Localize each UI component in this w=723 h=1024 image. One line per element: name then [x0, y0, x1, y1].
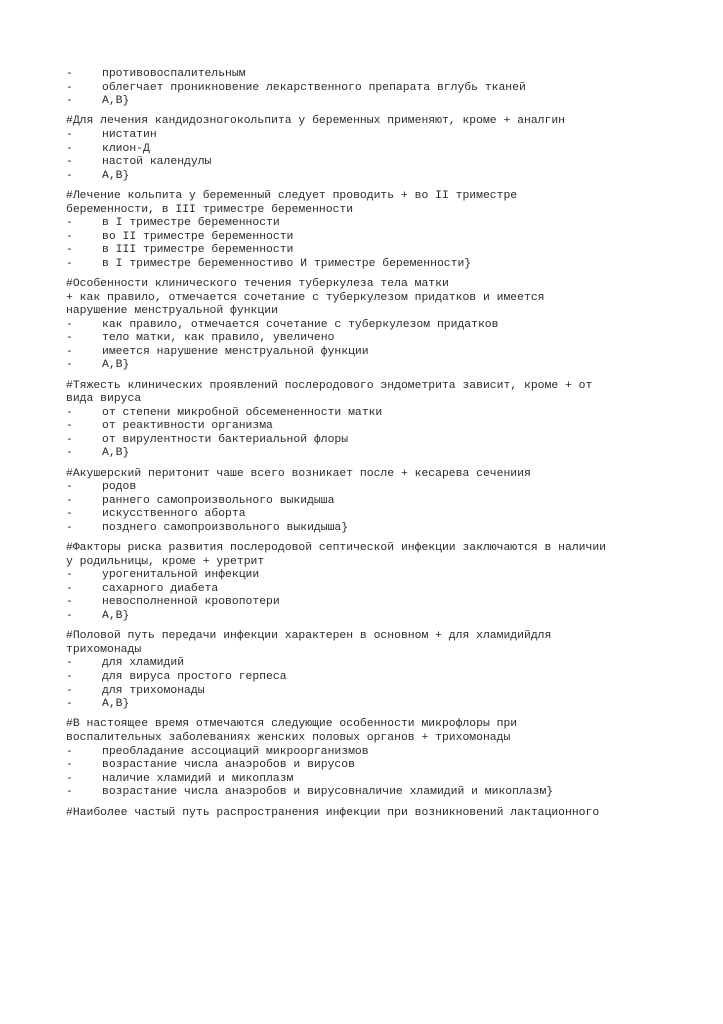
- answer-option-text: для трихомонады: [102, 684, 205, 697]
- answer-option: [66, 596, 686, 610]
- list-dash: -: [66, 508, 73, 521]
- answer-option-text: А,В}: [102, 610, 130, 623]
- list-dash: -: [66, 786, 73, 799]
- answer-option-text: А,В}: [102, 698, 130, 711]
- answer-option: [66, 82, 686, 96]
- list-dash: -: [66, 217, 73, 230]
- question-block: [66, 190, 686, 271]
- answer-option: [66, 610, 686, 624]
- list-dash: -: [66, 698, 73, 711]
- block-gap: [66, 183, 686, 190]
- block-gap: [66, 373, 686, 380]
- answer-option-text: раннего самопроизвольного выкидыша: [102, 494, 335, 507]
- answer-option: [66, 346, 686, 360]
- answer-option-text: А,В}: [102, 447, 130, 460]
- question-block: [66, 278, 686, 373]
- answer-option-text: нистатин: [102, 128, 157, 141]
- answer-option: [66, 258, 686, 272]
- question-block: [66, 630, 686, 711]
- question-block: [66, 468, 686, 536]
- answer-option: [66, 319, 686, 333]
- answer-option-text: возрастание числа анаэробов и вирусов: [102, 759, 355, 772]
- question-text-continued: вида вируса: [66, 393, 142, 406]
- answer-option: [66, 746, 686, 760]
- list-dash: -: [66, 569, 73, 582]
- answer-option-text: для хламидий: [102, 657, 185, 670]
- question-text-continued: у родильницы, кроме + уретрит: [66, 555, 265, 568]
- answer-option: [66, 657, 686, 671]
- answer-option-text: тело матки, как правило, увеличено: [102, 332, 335, 345]
- question-text-continued: воспалительных заболеваниях женских половых органов + трихомонады: [66, 731, 511, 744]
- answer-option: [66, 244, 686, 258]
- question-text-continued: беременности, в III триместре беременности: [66, 203, 354, 216]
- list-dash: -: [66, 142, 73, 155]
- question-block: [66, 68, 686, 109]
- list-dash: -: [66, 230, 73, 243]
- answer-option: [66, 95, 686, 109]
- answer-option-text: во II триместре беременности: [102, 230, 294, 243]
- answer-option-text: А,В}: [102, 359, 130, 372]
- answer-option-text: А,В}: [102, 95, 130, 108]
- answer-option-text: от вирулентности бактериальной флоры: [102, 433, 349, 446]
- list-dash: -: [66, 596, 73, 609]
- answer-option: [66, 522, 686, 536]
- answer-option-text: от реактивности организма: [102, 420, 273, 433]
- answer-option: [66, 698, 686, 712]
- block-gap: [66, 800, 686, 807]
- list-dash: -: [66, 610, 73, 623]
- answer-option: [66, 332, 686, 346]
- list-dash: -: [66, 772, 73, 785]
- answer-option: [66, 671, 686, 685]
- answer-option-text: в III триместре беременности: [102, 244, 294, 257]
- list-dash: -: [66, 433, 73, 446]
- list-dash: -: [66, 332, 73, 345]
- list-dash: -: [66, 345, 73, 358]
- answer-option-text: имеется нарушение менструальной функции: [102, 345, 369, 358]
- answer-option-text: клион-Д: [102, 142, 150, 155]
- answer-option: [66, 495, 686, 509]
- list-dash: -: [66, 128, 73, 141]
- list-dash: -: [66, 318, 73, 331]
- question-text: #Факторы риска развития послеродовой септической инфекции заключаются в наличии: [66, 542, 607, 555]
- answer-option-text: возрастание числа анаэробов и вирусовналичие хламидий и микоплазм}: [102, 786, 554, 799]
- answer-option: [66, 420, 686, 434]
- list-dash: -: [66, 745, 73, 758]
- answer-option: [66, 231, 686, 245]
- answer-option-text: преобладание ассоциаций микроорганизмов: [102, 745, 369, 758]
- block-gap: [66, 461, 686, 468]
- answer-option: [66, 68, 686, 82]
- list-dash: -: [66, 169, 73, 182]
- answer-option: [66, 156, 686, 170]
- answer-option: [66, 786, 686, 800]
- answer-option: [66, 407, 686, 421]
- list-dash: -: [66, 68, 73, 80]
- answer-option: [66, 359, 686, 373]
- answer-option-text: позднего самопроизвольного выкидыша}: [102, 521, 349, 534]
- answer-option: [66, 508, 686, 522]
- question-block: [66, 542, 686, 623]
- answer-option: [66, 447, 686, 461]
- question-text: #Особенности клинического течения туберкулеза тела матки: [66, 278, 449, 291]
- answer-option: [66, 759, 686, 773]
- list-dash: -: [66, 447, 73, 460]
- list-dash: -: [66, 95, 73, 108]
- list-dash: -: [66, 359, 73, 372]
- list-dash: -: [66, 244, 73, 257]
- answer-option: [66, 569, 686, 583]
- list-dash: -: [66, 81, 73, 94]
- list-dash: -: [66, 521, 73, 534]
- answer-option: [66, 434, 686, 448]
- answer-option-text: А,В}: [102, 169, 130, 182]
- question-text: #Тяжесть клинических проявлений послеродового эндометрита зависит, кроме + от: [66, 379, 593, 392]
- answer-option-text: урогенитальной инфекции: [102, 569, 260, 582]
- answer-option: [66, 583, 686, 597]
- list-dash: -: [66, 420, 73, 433]
- answer-option-text: облегчает проникновение лекарственного препарата вглубь тканей: [102, 81, 526, 94]
- question-text-continued: трихомонады: [66, 643, 142, 656]
- answer-option-text: в I триместре беременностиво И триместре беременности}: [102, 257, 472, 270]
- document-page: [66, 68, 686, 820]
- question-block: [66, 807, 686, 821]
- answer-option-text: невосполненной кровопотери: [102, 596, 280, 609]
- answer-option: [66, 217, 686, 231]
- question-text: #Половой путь передачи инфекции характерен в основном + для хламидийдля: [66, 630, 552, 643]
- answer-option-text: как правило, отмечается сочетание с туберкулезом придатков: [102, 318, 499, 331]
- list-dash: -: [66, 481, 73, 494]
- answer-option-text: настой календулы: [102, 156, 212, 169]
- answer-option-text: в I триместре беременности: [102, 217, 280, 230]
- answer-option-text: сахарного диабета: [102, 582, 219, 595]
- question-block: [66, 718, 686, 799]
- answer-option-text: от степени микробной обсемененности матки: [102, 406, 383, 419]
- question-text-continued: нарушение менструальной функции: [66, 305, 278, 318]
- list-dash: -: [66, 257, 73, 270]
- list-dash: -: [66, 156, 73, 169]
- question-block: [66, 380, 686, 461]
- question-text-continued: + как правило, отмечается сочетание с туберкулезом придатков и имеется: [66, 291, 545, 304]
- list-dash: -: [66, 582, 73, 595]
- list-dash: -: [66, 494, 73, 507]
- list-dash: -: [66, 684, 73, 697]
- question-text: #Наиболее частый путь распространения инфекции при возникновений лактационного: [66, 806, 600, 819]
- question-block: [66, 115, 686, 183]
- question-text: #Для лечения кандидозногокольпита у беременных применяют, кроме + аналгин: [66, 115, 565, 128]
- answer-option-text: искусственного аборта: [102, 508, 246, 521]
- answer-option: [66, 685, 686, 699]
- answer-option-text: противовоспалительным: [102, 68, 246, 80]
- answer-option: [66, 773, 686, 787]
- answer-option-text: родов: [102, 481, 137, 494]
- list-dash: -: [66, 759, 73, 772]
- question-text: #Лечение кольпита у беременный следует проводить + во II триместре: [66, 189, 518, 202]
- answer-option-text: для вируса простого герпеса: [102, 671, 287, 683]
- question-text: #Акушерский перитонит чаше всего возникает после + кесарева сечениия: [66, 467, 531, 480]
- list-dash: -: [66, 657, 73, 670]
- answer-option: [66, 481, 686, 495]
- list-dash: -: [66, 671, 73, 683]
- question-text: #В настоящее время отмечаются следующие особенности микрофлоры при: [66, 718, 518, 731]
- answer-option: [66, 129, 686, 143]
- answer-option-text: наличие хламидий и микоплазм: [102, 772, 294, 785]
- list-dash: -: [66, 406, 73, 419]
- answer-option: [66, 170, 686, 184]
- answer-option: [66, 143, 686, 157]
